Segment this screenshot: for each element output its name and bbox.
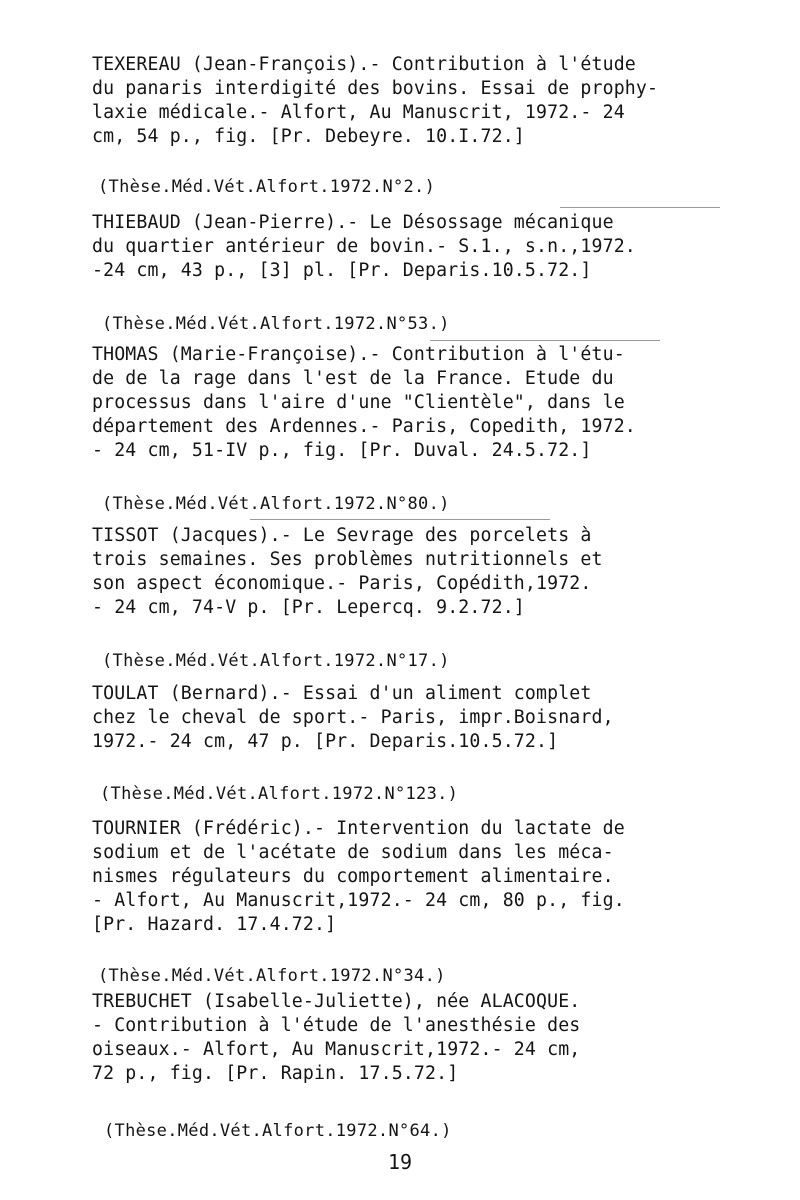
- entry-line: - Alfort, Au Manuscrit,1972.- 24 cm, 80 p., fig.: [92, 890, 625, 911]
- thesis-reference: (Thèse.Méd.Vét.Alfort.1972.N°17.): [102, 651, 450, 671]
- entry-line: de de la rage dans l'est de la France. Etude du: [92, 368, 614, 389]
- entry-line: sodium et de l'acétate de sodium dans les méca-: [92, 842, 614, 863]
- entry-line: du quartier antérieur de bovin.- S.1., s.n.,1972.: [92, 236, 636, 257]
- thesis-reference: (Thèse.Méd.Vét.Alfort.1972.N°80.): [102, 494, 450, 514]
- entry-line: - 24 cm, 51-IV p., fig. [Pr. Duval. 24.5.72.]: [92, 440, 592, 461]
- bibliography-entry-thiebaud: [92, 211, 732, 283]
- entry-line: - Contribution à l'étude de l'anesthésie des: [92, 1015, 581, 1036]
- entry-line: laxie médicale.- Alfort, Au Manuscrit, 1972.- 24: [92, 102, 625, 123]
- entry-line: THIEBAUD (Jean-Pierre).- Le Désossage mécanique: [92, 212, 614, 233]
- thesis-reference: (Thèse.Méd.Vét.Alfort.1972.N°34.): [98, 966, 446, 986]
- entry-line: [Pr. Hazard. 17.4.72.]: [92, 914, 337, 935]
- page-number: 19: [387, 1150, 413, 1174]
- entry-line: cm, 54 p., fig. [Pr. Debeyre. 10.I.72.]: [92, 126, 525, 147]
- entry-line: 72 p., fig. [Pr. Rapin. 17.5.72.]: [92, 1063, 459, 1084]
- entry-line: chez le cheval de sport.- Paris, impr.Boisnard,: [92, 707, 614, 728]
- bibliography-entry-trebuchet: [92, 990, 732, 1086]
- entry-line: TOURNIER (Frédéric).- Intervention du lactate de: [92, 818, 625, 839]
- entry-line: TEXEREAU (Jean-François).- Contribution à l'étude: [92, 54, 636, 75]
- entry-line: TOULAT (Bernard).- Essai d'un aliment complet: [92, 683, 592, 704]
- entry-line: son aspect économique.- Paris, Copédith,1972.: [92, 573, 592, 594]
- divider: [250, 519, 550, 520]
- entry-line: THOMAS (Marie-Françoise).- Contribution à l'étu-: [92, 344, 625, 365]
- thesis-reference: (Thèse.Méd.Vét.Alfort.1972.N°2.): [98, 177, 436, 197]
- entry-line: du panaris interdigité des bovins. Essai de prophy-: [92, 78, 659, 99]
- entry-line: département des Ardennes.- Paris, Copedith, 1972.: [92, 416, 636, 437]
- entry-line: -24 cm, 43 p., [3] pl. [Pr. Deparis.10.5.72.]: [92, 260, 592, 281]
- thesis-reference: (Thèse.Méd.Vét.Alfort.1972.N°53.): [102, 314, 450, 334]
- entry-line: processus dans l'aire d'une "Clientèle", dans le: [92, 392, 625, 413]
- divider: [430, 340, 660, 341]
- bibliography-entry-toulat: [92, 682, 732, 754]
- entry-line: TISSOT (Jacques).- Le Sevrage des porcelets à: [92, 525, 592, 546]
- entry-line: oiseaux.- Alfort, Au Manuscrit,1972.- 24 cm,: [92, 1039, 581, 1060]
- entry-line: - 24 cm, 74-V p. [Pr. Lepercq. 9.2.72.]: [92, 597, 525, 618]
- thesis-reference: (Thèse.Méd.Vét.Alfort.1972.N°123.): [100, 784, 459, 804]
- entry-line: TREBUCHET (Isabelle-Juliette), née ALACOQUE.: [92, 991, 581, 1012]
- divider: [560, 207, 720, 208]
- bibliography-entry-tournier: [92, 817, 732, 937]
- entry-line: 1972.- 24 cm, 47 p. [Pr. Deparis.10.5.72.]: [92, 731, 559, 752]
- bibliography-entry-tissot: [92, 524, 732, 620]
- bibliography-entry-texereau: [92, 53, 732, 149]
- bibliography-entry-thomas: [92, 343, 732, 463]
- entry-line: trois semaines. Ses problèmes nutritionnels et: [92, 549, 603, 570]
- thesis-reference: (Thèse.Méd.Vét.Alfort.1972.N°64.): [104, 1121, 452, 1141]
- entry-line: nismes régulateurs du comportement alimentaire.: [92, 866, 614, 887]
